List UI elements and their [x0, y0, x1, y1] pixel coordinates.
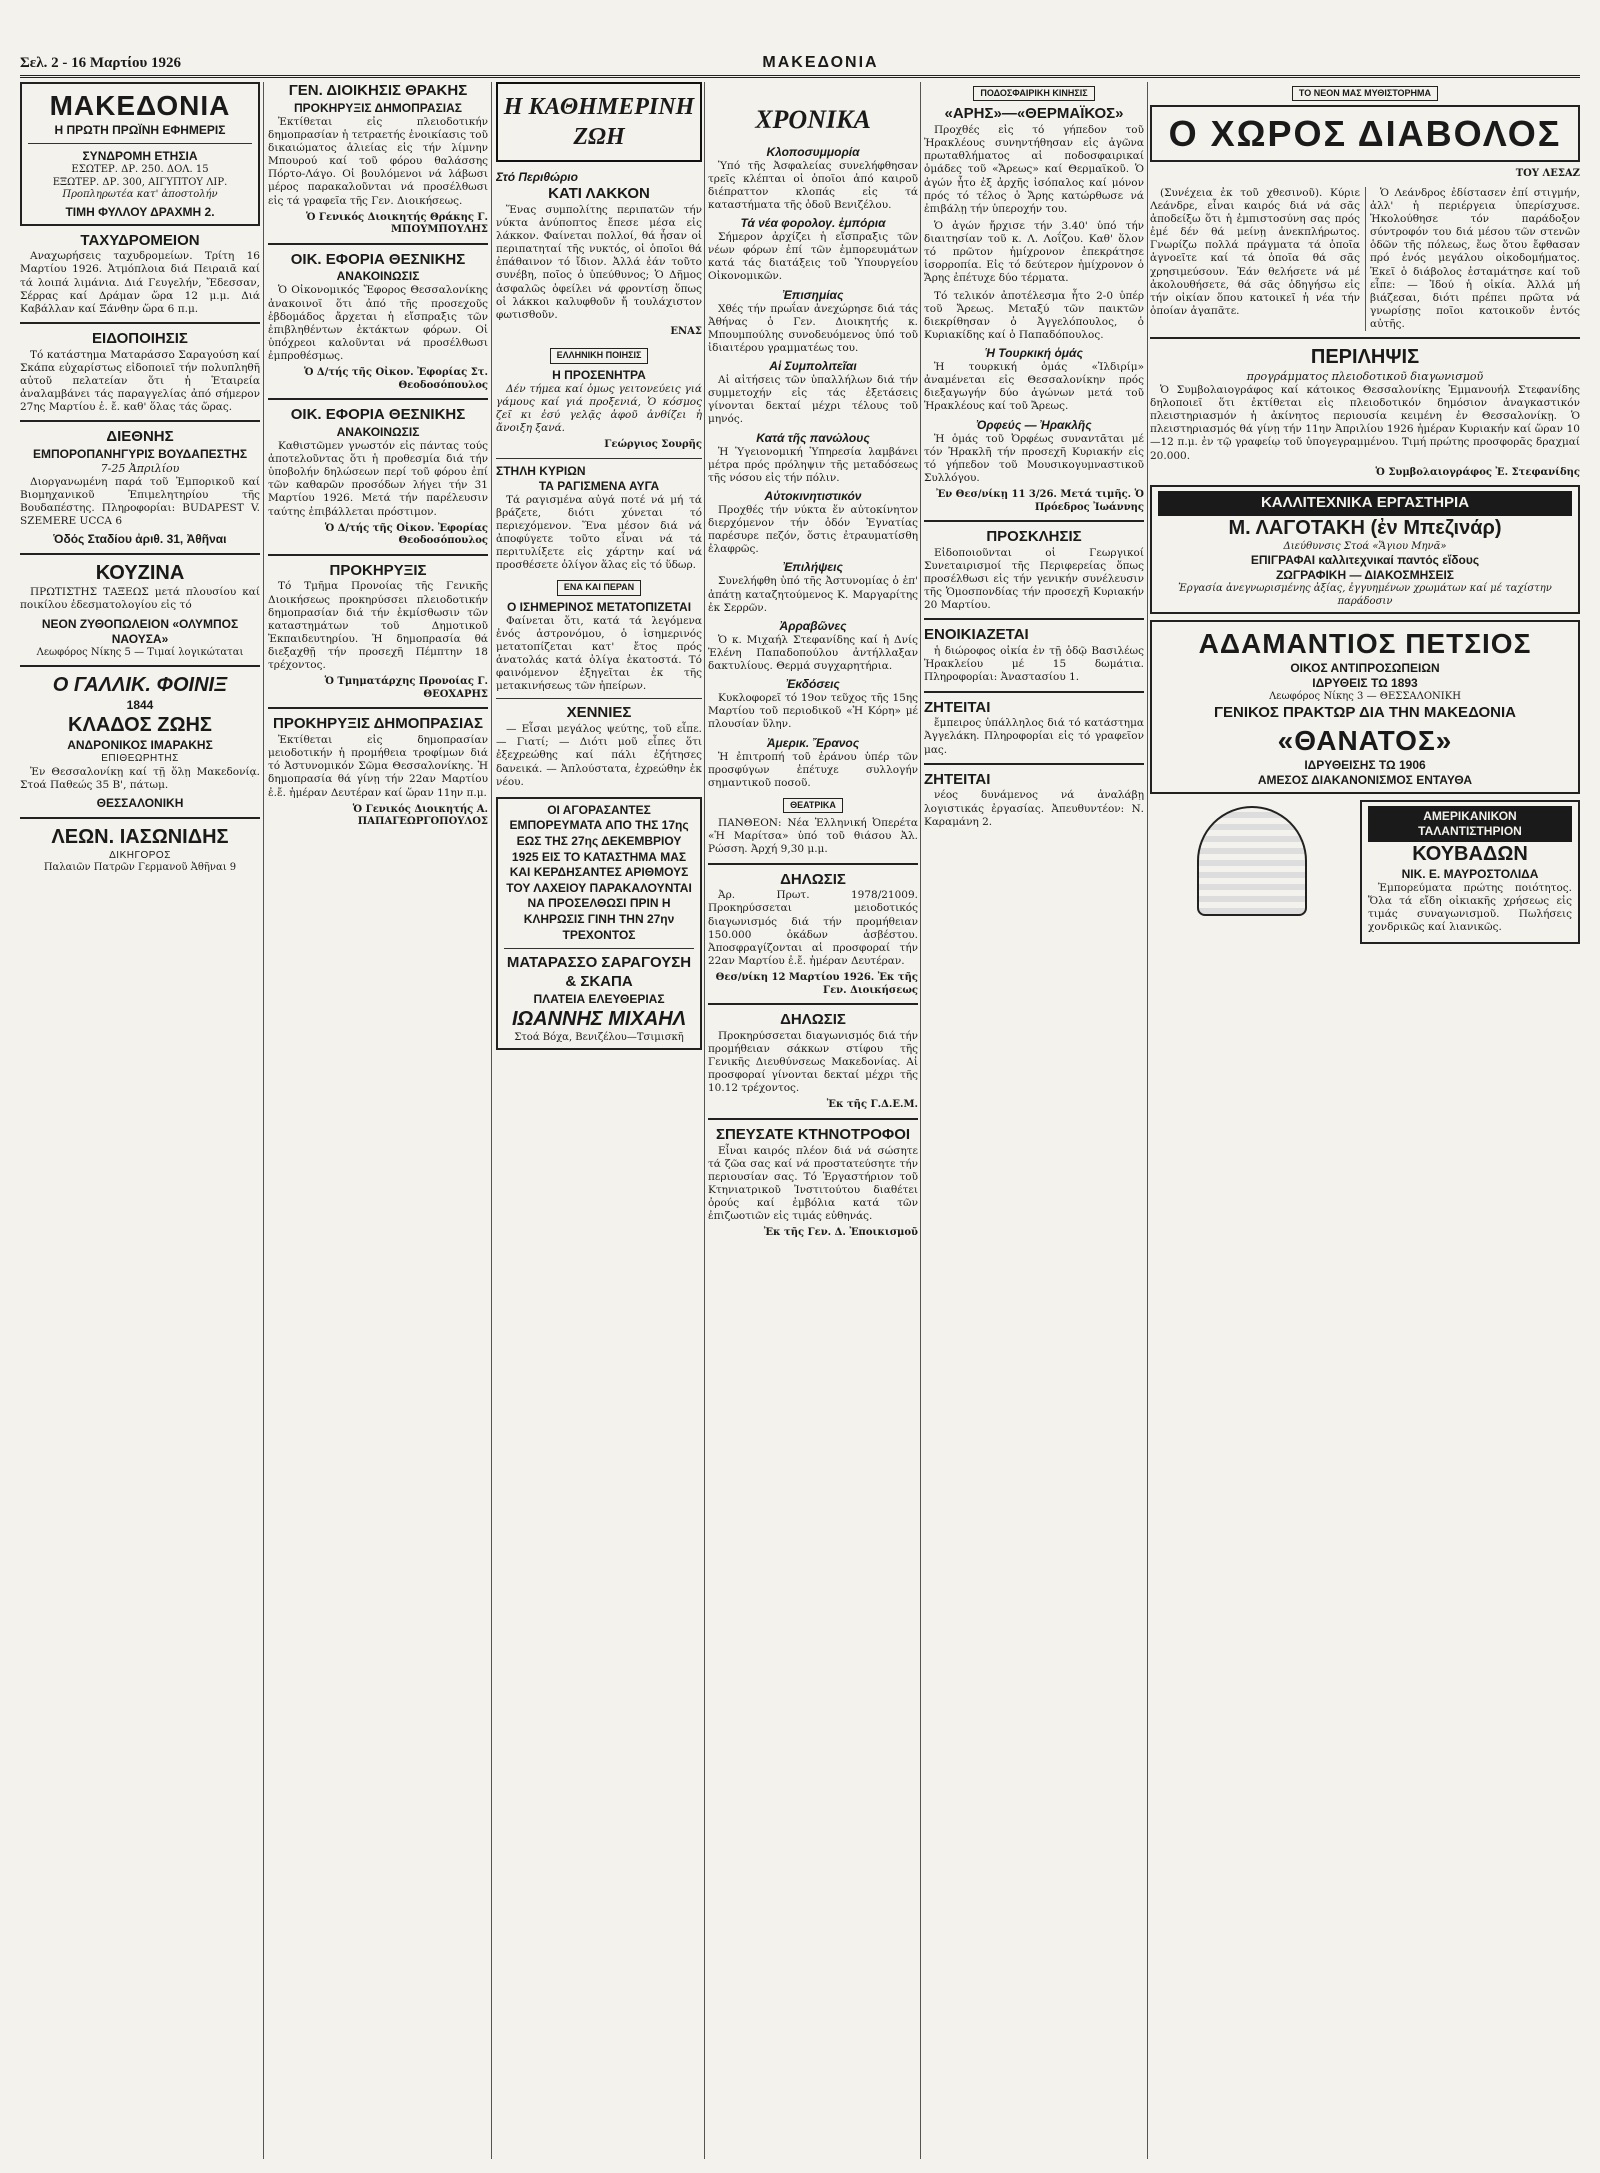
- declaration-signature: Ἐκ τῆς Γ.Δ.Ε.Μ.: [826, 1099, 918, 1111]
- chronicle-item-body: Ἡ ἐπιτροπή τοῦ ἐράνου ὑπέρ τῶν προσφύγων ἐπέτυχε συλλογήν σημαντικοῦ ποσοῦ.: [708, 750, 918, 789]
- kitchen-head: ΚΟΥΖΙΝΑ: [95, 562, 185, 585]
- lamp-ad-title: ΑΜΕΡΙΚΑΝΙΚΟΝ ΤΑΛΑΝΤΙΣΤΗΡΙΟΝ: [1368, 806, 1572, 842]
- notices-body: Τό κατάστημα Ματαράσσο Σαραγούση καί Σκάπα εὐχαρίστως εἰδοποιεῖ τήν πολυπληθῆ αὐτοῦ πελατείαν ὅτι ἡ Ἑταιρεία ἀναλαμβάνει τάς παραγγελίας ἀπό σήμερον 27ης Μαρτίου ἐ. ἔ. καθ' ὅλας τάς ὥρας.: [20, 348, 260, 414]
- poetry-tag: ΕΛΛΗΝΙΚΗ ΠΟΙΗΣΙΣ: [550, 348, 649, 363]
- notice-signature: Ὁ Δ/τής τῆς Οἰκον. Ἐφορίας Στ. Θεοδοσόπουλος: [304, 367, 488, 391]
- page-date: Σελ. 2 - 16 Μαρτίου 1926: [20, 55, 181, 72]
- store-ad-firm: ΜΑΤΑΡΑΣΣΟ ΣΑΡΑΓΟΥΣΗ & ΣΚΑΠΑ: [506, 954, 692, 990]
- fair-subtitle: ΕΜΠΟΡΟΠΑΝΗΓΥΡΙΣ ΒΟΥΔΑΠΕΣΤΗΣ: [32, 447, 248, 461]
- chronicle-item-body: Κυκλοφορεῖ τό 19ον τεῦχος τῆς 15ης Μαρτίου τοῦ περιοδικοῦ «Ἡ Κόρη» μέ πλουσίαν ὕλην.: [708, 692, 918, 731]
- craft-name: Μ. ΛΑΓΟΤΑΚΗ (ἐν Μπεζινάρ): [1228, 516, 1502, 539]
- poem-body: Δέν τήμεα καί ὁμως γειτονεύεις γιά γάμους καί γιά προξενιά, Ὁ κόσμος ζεῖ κι ἐσύ γελᾷς ἀφοῦ ἀνθίζει ἡ ἄνοιξη ξανά.: [496, 382, 702, 434]
- novel-paragraph: (Συνέχεια ἐκ τοῦ χθεσινοῦ). Κύριε Λεάνδρε, εἶναι καιρός διά νά σᾶς ἀποδείξω ὅτι ἡ ἐμπιστοσύνη σας πρός ἐμέ δέν θά μείνῃ ἀνεκπλήρωτος. Γνωρίζω πολλά πράγματα τά ὁποῖα ἀγνοεῖτε καί τά ὁποῖα θά σᾶς χρησιμεύσουν. Ἐάν θελήσετε νά μέ ἀκολουθήσετε, θά σᾶς ὁδηγήσω εἰς τήν οἰκίαν ὅπου κατοικεῖ ἡ νέα τήν ὁποίαν ἀγαπᾶτε.: [1150, 186, 1360, 317]
- masthead: [20, 52, 1580, 78]
- craft-address: Διεύθυνσις Στοά «Ἅγιου Μηνᾶ»: [1283, 540, 1447, 552]
- notice-body: Ἐκτίθεται εἰς πλειοδοτικήν δημοπρασίαν ἡ τετραετής ἐνοικίασις τοῦ δικαιώματος ἁλιείας εἰς τήν λίμνην Μπουρού καί τοῦ φόρου θαλάσσης Πόρτο-Λάγο. Οἱ βουλόμενοι νά λάβωσι μέρος παρακαλοῦνται νά προσέλθωσι εἰς τά γραφεῖα τῆς Γεν. Διοικήσεως.: [268, 115, 488, 207]
- sports-body: Ἡ τουρκική ὁμάς «Ἰλδιρίμ» ἀναμένεται εἰς Θεσσαλονίκην πρός διεξαγωγήν δύο ἀγώνων μετά τοῦ Ἡρακλέους καί τοῦ Ἄρεως.: [924, 361, 1144, 413]
- chronicle-item-body: Προχθές τήν νύκτα ἕν αὐτοκίνητον διερχόμενον τήν ὁδόν Ἐγνατίας παρέσυρε πεζόν, ὅστις ἐτραυματίσθη ἐλαφρῶς.: [708, 503, 918, 556]
- poem-signature: Γεώργιος Σουρῆς: [604, 439, 702, 451]
- craft-ad: [1150, 485, 1580, 614]
- theatre-tag: ΘΕΑΤΡΙΚΑ: [783, 798, 843, 813]
- store-ad: [496, 797, 702, 1050]
- notices-head: ΕΙΔΟΠΟΙΗΣΙΣ: [92, 329, 188, 347]
- chronicle-item-body: Ὁ κ. Μιχαήλ Στεφανίδης καί ἡ Δνίς Ἑλένη Παπαδοπούλου ἀντήλλαξαν δακτυλίους. Θερμά συγχαρητήρια.: [708, 633, 918, 672]
- declaration-body: Εἶναι καιρός πλέον διά νά σώσητε τά ζῶα σας καί νά προστατεύσητε τήν περιουσίαν σας. Τό Ἐργαστήριον τοῦ Κτηνιατρικοῦ Ἰνστιτούτου διαθέτει ὀρούς καί ἐμβόλια κατά τῶν ἐπιζωοτιῶν εἰς τιμάς εὐθηνάς.: [708, 1144, 918, 1223]
- paper-name: ΜΑΚΕΔΟΝΙΑ: [762, 54, 879, 71]
- meeting-body: Εἰδοποιοῦνται οἱ Γεωργικοί Συνεταιρισμοί τῆς Περιφερείας ὅπως προσέλθωσι εἰς τήν γενικήν συνέλευσιν τῆς Ὁμοσπονδίας τήν προσεχῆ Κυριακήν 20 Μαρτίου.: [924, 546, 1144, 612]
- subscription-line: Προπληρωτέα κατ' ἀποστολήν: [62, 189, 218, 200]
- notice-head: ΓΕΝ. ΔΙΟΙΚΗΣΙΣ ΘΡΑΚΗΣ: [288, 82, 468, 99]
- fair-head: ΔΙΕΘΝΗΣ: [106, 428, 174, 446]
- agency-subtitle: ΟΙΚΟΣ ΑΝΤΙΠΡΟΣΩΠΕΙΩΝ: [1290, 661, 1440, 676]
- sports-title: «ΑΡΗΣ»—«ΘΕΡΜΑΪΚΟΣ»: [944, 105, 1124, 123]
- summary-head: ΠΕΡΙΛΗΨΙΣ: [1310, 346, 1420, 369]
- article-title: ΚΑΤΙ ΛΑΚΚΟΝ: [548, 185, 650, 202]
- column-rule: [263, 82, 264, 2159]
- wanted-body: ἔμπειρος ὑπάλληλος διά τό κατάστημα Ἀγγελάκη. Πληροφορίαι εἰς τό γραφεῖον μας.: [924, 717, 1144, 756]
- theatre-body: ΠΑΝΘΕΟΝ: Νέα Ἑλληνική Ὀπερέτα «Ἡ Μαρίτσα» ὑπό τοῦ θιάσου Ἀλ. Ρώσση. Ἀρχή 9,30 μ.μ.: [708, 817, 918, 856]
- sports-signature: Ἐν Θεσ/νίκῃ 11 3/26. Μετά τιμῆς. Ὁ Πρόεδρος Ἰωάννης: [936, 489, 1144, 513]
- agency-note: ΑΜΕΣΟΣ ΔΙΑΚΑΝΟΝΙΣΜΟΣ ΕΝΤΑΥΘΑ: [1257, 772, 1473, 787]
- column-rule: [1147, 82, 1148, 2159]
- insurance-role: ΕΠΙΘΕΩΡΗΤΗΣ: [101, 753, 179, 764]
- summary-subtitle: προγράμματος πλειοδοτικοῦ διαγωνισμοῦ: [1246, 370, 1484, 384]
- notice-body: Ὁ Οἰκονομικός Ἔφορος Θεσσαλονίκης ἀνακοινοῖ ὅτι ἀπό τῆς προσεχοῦς ἑβδομάδος ἄρχεται ἡ εἴσπραξις τῶν ἐπιβληθέντων ἐκτάκτων φόρων. Οἱ ὑπόχρεοι καλοῦνται νά προσέλθωσι ἐμπροθέσμως.: [268, 284, 488, 362]
- article-title: Ο ΙΣΗΜΕΡΙΝΟΣ ΜΕΤΑΤΟΠΙΖΕΤΑΙ: [506, 599, 692, 614]
- notice-body: Ἐκτίθεται εἰς δημοπρασίαν μειοδοτικήν ἡ προμήθεια τροφίμων διά τό Ἀστυνομικόν Σῶμα Θεσσαλονίκης. Ἡ δημοπρασία θά γίνῃ τήν 22αν Μαρτίου ἐ.ἔ. ἡμέραν Δευτέραν καί ὥραν 11ην π.μ.: [268, 734, 488, 799]
- section-label: Στό Περιθώριο: [496, 170, 578, 184]
- declaration-head: ΔΗΛΩΣΙΣ: [780, 1011, 846, 1028]
- notice-subtitle: ΑΝΑΚΟΙΝΩΣΙΣ: [336, 424, 420, 439]
- agency-company: «ΘΑΝΑΤΟΣ»: [1277, 724, 1453, 756]
- notice-signature: Ὁ Γενικός Διοικητής Α. ΠΑΠΑΓΕΩΡΓΟΠΟΥΛΟΣ: [352, 803, 488, 828]
- store-ad-place: ΠΛΑΤΕΙΑ ΕΛΕΥΘΕΡΙΑΣ: [533, 991, 665, 1006]
- kitchen-address: Λεωφόρος Νίκης 5 — Τιμαί λογικώταται: [36, 646, 244, 658]
- column-rule: [491, 82, 492, 2159]
- section-tag: ΕΝΑ ΚΑΙ ΠΕΡΑΝ: [557, 580, 641, 595]
- craft-title: ΚΑΛΛΙΤΕΧΝΙΚΑ ΕΡΓΑΣΤΗΡΙΑ: [1158, 491, 1572, 516]
- subscription-head: ΣΥΝΔΡΟΜΗ ΕΤΗΣΙΑ: [82, 149, 198, 163]
- notice-body: Καθιστῶμεν γνωστόν εἰς πάντας τούς ἀποτελοῦντας ὅτι ἡ προθεσμία διά τήν ὑποβολήν δηλώσεων περί τοῦ φόρου ἐπί τῶν καθαρῶν προσόδων λήγει τήν 31 Μαρτίου 1926. Μετά τήν παρέλευσιν ταύτης ἐπιβάλλεται πρόστιμον.: [268, 439, 488, 518]
- sports-body: Ὁ ἀγών ἤρχισε τήν 3.40' ὑπό τήν διαιτησίαν τοῦ κ. Λ. Λοΐζου. Καθ' ὅλον τό πρῶτον ἡμίχρονον ἐπεκράτησε ἰσορροπία. Εἰς τό δεύτερον ἡμίχρονον ὁ Ἄρης ἐπέτυχε δύο τέρματα.: [924, 219, 1144, 285]
- agency-year: ΙΔΡΥΘΕΙΣ ΤΩ 1893: [1312, 676, 1418, 691]
- agency-role: ΓΕΝΙΚΟΣ ΠΡΑΚΤΩΡ ΔΙΑ ΤΗΝ ΜΑΚΕΔΟΝΙΑ: [1214, 703, 1516, 721]
- column-rule: [704, 82, 705, 2159]
- lawyer-name: ΛΕΩΝ. ΙΑΣΩΝΙΔΗΣ: [51, 825, 229, 848]
- column-1: [20, 82, 260, 2159]
- insurance-agent: ΑΝΔΡΟΝΙΚΟΣ ΙΜΑΡΑΚΗΣ: [67, 738, 213, 752]
- chronicle-item-body: Σήμερον ἀρχίζει ἡ εἴσπραξις τῶν νέων φόρων ἐπί τῶν ἐμπορευμάτων κατά τάς διατάξεις τοῦ Ὑπουργείου Οἰκονομικῶν.: [708, 231, 918, 283]
- post-body: Αναχωρήσεις ταχυδρομείων. Τρίτη 16 Μαρτίου 1926. Ἀτμόπλοια διά Πειραιᾶ καί τά λοιπά λιμάνια. Διά Γευγελήν, Ἔδεσσαν, Σέρρας καί Δράμαν ὥρα 12 μ.μ. Διά Καβάλλαν καί Ξάνθην ὥρα 6 π.μ.: [20, 250, 260, 315]
- agency-title: ΑΔΑΜΑΝΤΙΟΣ ΠΕΤΣΙΟΣ: [1198, 628, 1532, 660]
- sports-subhead: Ὀρφεύς — Ἠρακλῆς: [976, 417, 1092, 432]
- wanted-head: ΖΗΤΕΙΤΑΙ: [924, 698, 991, 716]
- novel-text: [1150, 187, 1580, 331]
- notice-signature: Ὁ Γενικός Διοικητής Θράκης Γ. ΜΠΟΥΜΠΟΥΛΗΣ: [306, 211, 488, 236]
- price: ΤΙΜΗ ΦΥΛΛΟΥ ΔΡΑΧΜΗ 2.: [65, 204, 215, 219]
- chronicle-item-title: Ἐπιλήψεις: [783, 560, 843, 575]
- craft-line: ΕΠΙΓΡΑΦΑΙ καλλιτεχνικαί παντός εἴδους: [1250, 553, 1480, 568]
- article-body: — Εἶσαι μεγάλος ψεύτης, τοῦ εἶπε. — Γιατί; — Διότι μοῦ εἶπες ὅτι ἐξεχρεώθης καί πάλι ἐζήτησες δανεικά. — Ἀπλούστατα, ἐχρεώθην ἐκ νέου.: [496, 723, 702, 788]
- kitchen-name: ΝΕΟΝ ΖΥΘΟΠΩΛΕΙΟΝ «ΟΛΥΜΠΟΣ ΝΑΟΥΣΑ»: [41, 616, 239, 646]
- article-body: Τά ραγισμένα αὐγά ποτέ νά μή τά βράζετε, διότι χύνεται τό περιεχόμενον. Ἕνα μέσον διά νά ἀποφύγετε τοῦτο εἶναι νά τά περιτυλίξετε εἰς χάρτην καί νά προσθέσετε ὀλίγον ἅλας εἰς τό ὕδωρ.: [496, 493, 702, 572]
- declaration-signature: Θεσ/νίκη 12 Μαρτίου 1926. Ἐκ τῆς Γεν. Διοικήσεως: [715, 972, 918, 996]
- sports-body: Ἡ ὁμάς τοῦ Ὀρφέως συναντᾶται μέ τόν Ἠρακλῆ τήν προσεχῆ Κυριακήν εἰς τό γήπεδον τοῦ Μουσικογυμναστικοῦ Συλλόγου.: [924, 432, 1144, 484]
- chronicle-item-title: Ἀρραβῶνες: [779, 618, 847, 633]
- lamp-ad-name: ΚΟΥΒΑΔΩΝ: [1412, 842, 1528, 865]
- agency-founded: ΙΔΡΥΘΕΙΣΗΣ ΤΩ 1906: [1304, 757, 1426, 772]
- notice-subtitle: ΠΡΟΚΗΡΥΞΙΣ ΔΗΜΟΠΡΑΣΙΑΣ: [294, 100, 462, 115]
- insurance-address: Ἐν Θεσσαλονίκῃ καί τῇ ὅλῃ Μακεδονίᾳ. Στοά Παθεώς 35 Β', πάτωμ.: [20, 765, 260, 791]
- fair-address: Ὁδός Σταδίου ἀριθ. 31, Ἀθῆναι: [53, 532, 227, 547]
- store-ad-address: Στοά Βόχα, Βενιζέλου—Τσιμισκῆ: [514, 1031, 684, 1043]
- novel-title: Ο ΧΩΡΟΣ ΔΙΑΒΟΛΟΣ: [1168, 113, 1562, 155]
- chronicle-item-body: Ἡ Ὑγειονομική Ὑπηρεσία λαμβάνει μέτρα πρός πρόληψιν τῆς μεταδόσεως τῆς νόσου εἰς τήν πόλιν.: [708, 445, 918, 484]
- chronicle-item-body: Χθές τήν πρωΐαν ἀνεχώρησε διά τάς Ἀθήνας ὁ Γεν. Διοικητής κ. Μπουμπούλης συνοδευόμενος ὑπό τοῦ ἰδιαιτέρου γραμματέως του.: [708, 302, 918, 354]
- chronicle-item-body: Συνελήφθη ὑπό τῆς Ἀστυνομίας ὁ ἐπ' ἀπάτῃ καταζητούμενος Κ. Μαργαρίτης ἐκ Σερρῶν.: [708, 575, 918, 614]
- subscription-line: ΕΣΩΤΕΡ. ΔΡ. 250. ΔΟΛ. 15: [71, 164, 209, 175]
- daily-life-banner: Η ΚΑΘΗΜΕΡΙΝΗ ΖΩΗ: [496, 82, 702, 162]
- declaration-body: Ἀρ. Πρωτ. 1978/21009. Προκηρύσσεται μειοδοτικός διαγωνισμός διά τήν προμήθειαν 150.000 ὀκάδων ἀσβέστου. Ἀποσφραγίζονται αἱ προσφοραί τήν 22αν Μαρτίου ἐ.ἔ. ἡμέραν Δευτέραν.: [708, 889, 918, 967]
- lawyer-role: ΔΙΚΗΓΟΡΟΣ: [109, 849, 171, 861]
- sports-tag: ΠΟΔΟΣΦΑΙΡΙΚΗ ΚΙΝΗΣΙΣ: [973, 86, 1094, 101]
- notice-head: ΟΙΚ. ΕΦΟΡΙΑ ΘΕΣΝΙΚΗΣ: [290, 406, 466, 424]
- fair-dates: 7-25 Ἀπριλίου: [100, 462, 180, 475]
- chronicle-item-title: Αὐτοκινητιστικόν: [764, 488, 862, 503]
- lamp-ad-agent: ΝΙΚ. Ε. ΜΑΥΡΟΣΤΟΛΙΔΑ: [1401, 866, 1539, 881]
- article-body: Ἕνας συμπολίτης περιπατῶν τήν νύκτα ἀνύποπτος ἔπεσε μέσα εἰς λάκκον. Φαίνεται πολλοί, θά ἦσαν οἱ περιπατηταί τῆς νυκτός, οἱ ὁποῖοι θά ἐπάθαινον τό ἴδιον. Ἀλλά ἐάν τοῦτο συνέβη, ποῖος ὁ ὑπεύθυνος; Ὁ Δῆμος ἀσφαλῶς ὀφείλει νά φροντίσῃ ὅπως οἱ λάκκοι καλυφθοῦν ἤ τουλάχιστον φωτισθοῦν.: [496, 203, 702, 321]
- chronicle-item-title: Τά νέα φορολογ. ἐμπόρια: [740, 216, 886, 230]
- store-ad-name: ΙΩΑΝΝΗΣ ΜΙΧΑΗΛ: [511, 1007, 687, 1030]
- sports-body: Προχθές εἰς τό γήπεδον τοῦ Ἠρακλέους συνηντήθησαν εἰς ἀγῶνα πρωταθλήματος αἱ ποδοσφαιρικαί ὁμάδες τοῦ «Ἄρεως» καί Θερμαϊκοῦ. Ὁ ἀγών ἦτο ἐξ ἀρχῆς ἰσόπαλος καί μόνον πρός τό τέλος ὁ Ἄρης κατώρθωσε νά ἐπιβάλῃ τήν ὑπεροχήν του.: [924, 124, 1144, 215]
- declaration-signature: Ἐκ τῆς Γεν. Δ. Ἐποικισμοῦ: [763, 1227, 918, 1239]
- column-6: [1150, 82, 1580, 2159]
- insurance-year: 1844: [126, 698, 154, 712]
- novel-paragraph: Ὁ Λεάνδρος ἐδίστασεν ἐπί στιγμήν, ἀλλ' ἡ περιέργεια ὑπερίσχυσε. Ἠκολούθησε τόν παράδοξον σύντροφόν του διά μέσου τῶν στενῶν ὁδῶν τῆς πόλεως, ἕως ὅτου ἔφθασαν πρό ἑνός μεγάλου οἰκοδομήματος. Ἐκεῖ ὁ διάβολος ἐσταμάτησε καί τοῦ εἶπε: — Ἰδού ἡ οἰκία. Ἀλλά μή βιάζεσαι, διότι πρέπει πρῶτα νά γνωρίσῃς ποῖοι κατοικοῦν ἐντός αὐτῆς.: [1370, 186, 1580, 330]
- sports-body: Τό τελικόν ἀποτέλεσμα ἦτο 2-0 ὑπέρ τοῦ Ἄρεως. Μεταξύ τῶν παικτῶν διεκρίθησαν ὁ Ἀγγελόπουλος, ὁ Κυριακίδης καί ὁ Παπαδόπουλος.: [924, 289, 1144, 341]
- column-4: [708, 82, 918, 2159]
- rent-body: ἡ διώροφος οἰκία ἐν τῇ ὁδῷ Βασιλέως Ἡρακλείου μέ 15 δωμάτια. Πληροφορίαι: Ἀναστασίου 1.: [924, 645, 1144, 684]
- notice-body: Τό Τμῆμα Προνοίας τῆς Γενικῆς Διοικήσεως προκηρύσσει πλειοδοτικήν δημοπρασίαν διά τήν ἐκμίσθωσιν τῶν καταστημάτων τοῦ Δημοτικοῦ Ἐκπαιδευτηρίου. Ἡ δημοπρασία θά διεξαχθῇ τήν προσεχῆ Πέμπτην 18 τρέχοντος.: [268, 580, 488, 672]
- craft-line: Ἐργασία ἀνεγνωρισμένης ἀξίας, ἐγγυημένων χρωμάτων καί μέ ταχίστην παράδοσιν: [1178, 583, 1552, 607]
- chronicle-item-title: Ἀμερικ. Ἔρανος: [766, 735, 860, 750]
- declaration-head: ΣΠΕΥΣΑΤΕ ΚΤΗΝΟΤΡΟΦΟΙ: [715, 1125, 911, 1143]
- insurance-head: Ο ΓΑΛΛΙΚ. ΦΟΙΝΙΞ: [52, 674, 228, 696]
- chronicle-item-body: Αἱ αἰτήσεις τῶν ὑπαλλήλων διά τήν συμμετοχήν εἰς τάς ἐξετάσεις γίνονται δεκταί μέχρι τέλους τοῦ μηνός.: [708, 374, 918, 426]
- column-3: [496, 82, 702, 2159]
- wanted-head: ΖΗΤΕΙΤΑΙ: [924, 770, 991, 788]
- article-title: ΤΑ ΡΑΓΙΣΜΕΝΑ ΑΥΓΑ: [538, 478, 660, 493]
- insurance-city: ΘΕΣΣΑΛΟΝΙΚΗ: [96, 795, 184, 810]
- chronicle-banner: ΧΡΟΝΙΚΑ: [755, 105, 871, 134]
- chronicle-item-title: Ἐκδόσεις: [786, 677, 840, 692]
- lamp-ad-box: [1360, 800, 1580, 945]
- summary-body: Ὁ Συμβολαιογράφος καί κάτοικος Θεσσαλονίκης Ἐμμανουήλ Στεφανίδης δηλοποιεῖ ὅτι ἐκτίθεται εἰς πλειοδοτικόν δημόσιον ἀναγκαστικόν πλειστηριασμόν ἡ ἀκίνητος περιουσία κειμένη ἐν Θεσσαλονίκῃ. Ὁ πλειστηριασμός θά γίνῃ τήν 11ην Ἀπριλίου 1926 ἡμέραν Κυριακήν καί ὥραν 10—12 π.μ. ἐν τῷ γραφείῳ τοῦ ὑπογεγραμμένου. Τιμή πρώτης προσφορᾶς δραχμαί 20.000.: [1150, 383, 1580, 462]
- agency-ad: [1150, 620, 1580, 793]
- article-title: ΧΕΝΝΙΕΣ: [566, 704, 632, 722]
- bucket-illustration: [1197, 806, 1307, 916]
- poem-title: Η ΠΡΟΣΕΝΗΤΡΑ: [552, 367, 646, 382]
- chronicle-item-title: Ἐπισημίας: [782, 287, 844, 302]
- lamp-ad: [1150, 800, 1580, 951]
- rent-head: ΕΝΟΙΚΙΑΖΕΤΑΙ: [924, 626, 1029, 644]
- chronicle-item-body: Ὑπό τῆς Ἀσφαλείας συνελήφθησαν τρεῖς κλέπται οἱ ὁποῖοι ἀπό καιροῦ διέπραττον κλοπάς εἰς τά καταστήματα τῆς ὁδοῦ Βενιζέλου.: [708, 159, 918, 211]
- post-head: ΤΑΧΥΔΡΟΜΕΙΟΝ: [80, 231, 200, 249]
- column-5: [924, 82, 1144, 2159]
- notice-subtitle: ΑΝΑΚΟΙΝΩΣΙΣ: [336, 269, 420, 284]
- meeting-head: ΠΡΟΣΚΛΗΣΙΣ: [986, 528, 1082, 545]
- declaration-body: Προκηρύσσεται διαγωνισμός διά τήν προμήθειαν σάκκων στίφου τῆς Γενικῆς Διευθύνσεως Μακεδονίας. Αἱ προσφοραί γίνονται δεκταί μέχρι τῆς 10.12 τρέχοντος.: [708, 1029, 918, 1095]
- notice-head: ΟΙΚ. ΕΦΟΡΙΑ ΘΕΣΝΙΚΗΣ: [290, 250, 466, 268]
- wanted-body: νέος δυνάμενος νά ἀναλάβῃ λογιστικάς ἐργασίας. Ἀπευθυντέον: Ν. Καραμάνη 2.: [924, 789, 1144, 828]
- insurance-subtitle: ΚΛΑΔΟΣ ΖΩΗΣ: [68, 714, 212, 736]
- notice-head: ΠΡΟΚΗΡΥΞΙΣ: [329, 561, 427, 579]
- brand-title: ΜΑΚΕΔΟΝΙΑ: [49, 90, 231, 121]
- lawyer-address: Παλαιῶν Πατρῶν Γερμανοῦ Ἀθῆναι 9: [43, 862, 237, 874]
- chronicle-item-title: Αἱ Συμπολιτεῖαι: [769, 359, 857, 373]
- chronicle-item-title: Κλοποσυμμορία: [766, 144, 860, 159]
- declaration-head: ΔΗΛΩΣΙΣ: [780, 870, 846, 888]
- agency-address: Λεωφόρος Νίκης 3 — ΘΕΣΣΑΛΟΝΙΚΗ: [1269, 691, 1461, 703]
- lamp-ad-body: Ἐμπορεύματα πρώτης ποιότητος. Ὅλα τά εἴδη οἰκιακῆς χρήσεως εἰς τιμάς συναγωνισμοῦ. Πωλήσεις χονδρικῶς καί λιανικῶς.: [1368, 881, 1572, 933]
- brand-subtitle: Η ΠΡΩΤΗ ΠΡΩΪΝΗ ΕΦΗΜΕΡΙΣ: [54, 123, 226, 137]
- notice-head: ΠΡΟΚΗΡΥΞΙΣ ΔΗΜΟΠΡΑΣΙΑΣ: [273, 715, 483, 733]
- novel-title-box: [1150, 105, 1580, 162]
- notice-signature: Ὁ Δ/τής τῆς Οἰκον. Ἐφορίας Θεοδοσόπουλος: [324, 522, 488, 547]
- column-rule: [920, 82, 921, 2159]
- craft-line: ΖΩΓΡΑΦΙΚΗ — ΔΙΑΚΟΣΜΗΣΕΙΣ: [1275, 568, 1455, 583]
- article-signature: ΕΝΑΣ: [670, 325, 702, 337]
- chronicle-list: [708, 145, 918, 790]
- sports-subhead: Ἡ Τουρκική ὁμάς: [985, 346, 1083, 360]
- notice-signature: Ὁ Τμηματάρχης Προνοίας Γ. ΘΕΟΧΑΡΗΣ: [324, 676, 488, 700]
- section-label: ΣΤΗΛΗ ΚΥΡΙΩΝ: [496, 463, 586, 478]
- kitchen-body: ΠΡΩΤΙΣΤΗΣ ΤΑΞΕΩΣ μετά πλουσίου καί ποικίλου ἐδεσματολογίου εἰς τό: [20, 586, 260, 612]
- summary-signature: Ὁ Συμβολαιογράφος Ἐ. Στεφανίδης: [1375, 466, 1580, 478]
- fair-body: Διοργανωμένη παρά τοῦ Ἐμπορικοῦ καί Βιομηχανικοῦ Ἐπιμελητηρίου τῆς Βουδαπέστης. Πληροφορίαι: BUDAPEST V. SZEMERE UCCA 6: [20, 475, 260, 528]
- subscription-line: ΕΞΩΤΕΡ. ΔΡ. 300, ΑΙΓΥΠΤΟΥ ΛΙΡ.: [52, 176, 228, 188]
- store-ad-text: ΟΙ ΑΓΟΡΑΣΑΝΤΕΣ ΕΜΠΟΡΕΥΜΑΤΑ ΑΠΟ ΤΗΣ 17ης ΕΩΣ ΤΗΣ 27ης ΔΕΚΕΜΒΡΙΟΥ 1925 ΕΙΣ ΤΟ ΚΑΤΑΣΤΗΜΑ ΜΑΣ ΚΑΙ ΚΕΡΔΗΣΑΝΤΕΣ ΑΡΙΘΜΟΥΣ ΤΟΥ ΛΑΧΕΙΟΥ ΠΑΡΑΚΑΛΟΥΝΤΑΙ ΝΑ ΠΡΟΣΕΛΘΩΣΙ ΠΡΙΝ Η ΚΛΗΡΩΣΙΣ ΓΙΝΗ ΤΗΝ 27ην ΤΡΕΧΟΝΤΟΣ: [506, 802, 692, 942]
- brand-box: [20, 82, 260, 226]
- chronicle-item-title: Κατά τῆς πανώλους: [756, 430, 870, 445]
- column-2: [268, 82, 488, 2159]
- article-body: Φαίνεται ὅτι, κατά τά λεγόμενα ἑνός ἀστρονόμου, ὁ ἰσημερινός μετατοπίζεται κατ' ἔτος πρός ἀνατολάς κατά ὀλίγα ἑκατοστά. Τό φαινόμενον ἐξηγεῖται ἐκ τῆς μετακινήσεως τῶν ἠπείρων.: [496, 614, 702, 693]
- novel-author: ΤΟΥ ΛΕΣΑΖ: [1515, 168, 1580, 180]
- novel-tag: ΤΟ ΝΕΟΝ ΜΑΣ ΜΥΘΙΣΤΟΡΗΜΑ: [1292, 86, 1438, 101]
